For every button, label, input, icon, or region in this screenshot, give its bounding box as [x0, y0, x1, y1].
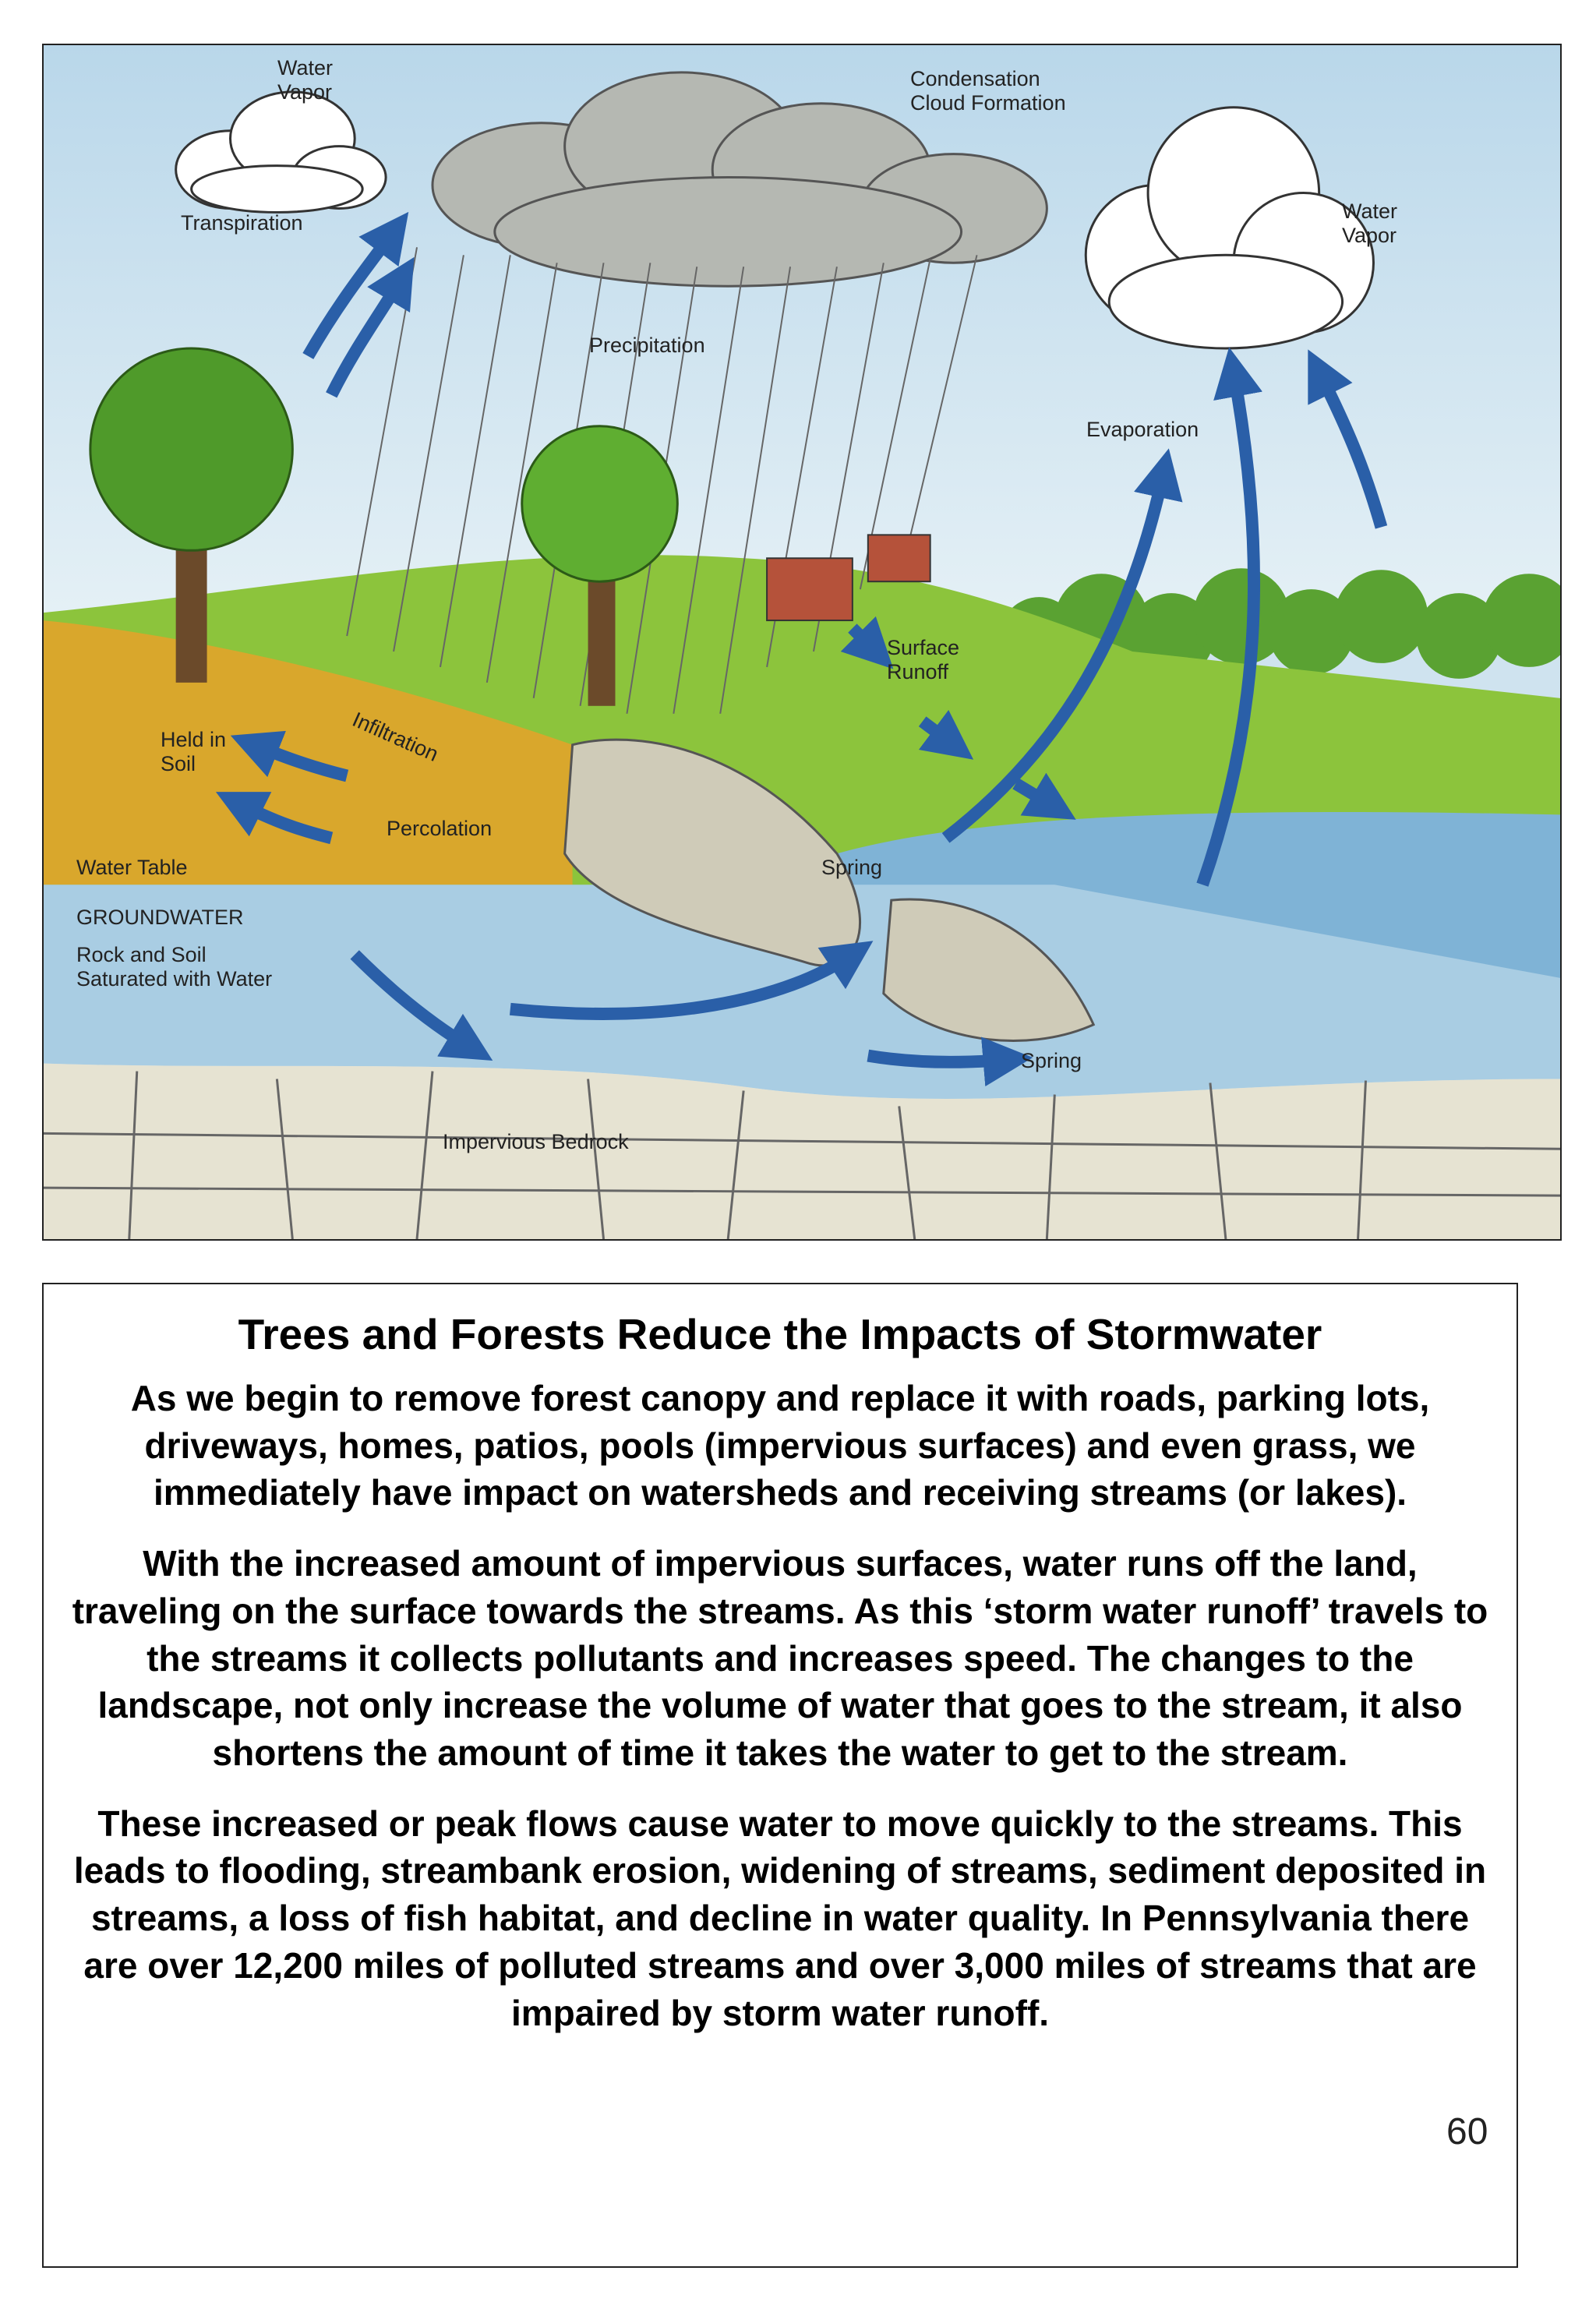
label-spring-lower: Spring [1021, 1049, 1082, 1072]
label-rock-and-soil: Rock and Soil Saturated with Water [76, 943, 273, 991]
article-paragraph-3: These increased or peak flows cause water to move quickly to the streams. This leads to flooding, streambank erosion, widening of streams, sediment deposited in streams, a loss of fish habitat, and decline in water quality. In Pennsylvania there are over 12,200 miles of polluted streams and over 3,000 miles of streams that are impaired by storm water runoff. [73, 1803, 1487, 2033]
label-condensation: Condensation Cloud Formation [910, 67, 1066, 115]
groundwater-arrow-3 [868, 1056, 1008, 1062]
label-percolation: Percolation [387, 817, 493, 840]
label-spring-upper: Spring [821, 856, 883, 879]
article-paragraph-2: With the increased amount of impervious surfaces, water runs off the land, traveling on the surface towards the streams. As this ‘storm water runoff’ travels to the streams it collects pollutants and increases speed. The changes to the landscape, not only increase the volume of water that goes to the stream, it also shortens the amount of time it takes the water to get to the stream. [72, 1543, 1488, 1774]
label-impervious-bedrock: Impervious Bedrock [443, 1130, 629, 1153]
page-number: 60 [1446, 2111, 1488, 2152]
label-groundwater: GROUNDWATER [76, 906, 244, 929]
article-box [42, 1283, 1518, 2268]
label-water-vapor-left: Water Vapor [277, 56, 334, 104]
label-precipitation: Precipitation [589, 334, 705, 357]
label-evaporation: Evaporation [1086, 418, 1199, 441]
label-water-vapor-right: Water Vapor [1342, 200, 1398, 248]
label-transpiration: Transpiration [181, 211, 303, 235]
label-water-table: Water Table [76, 856, 188, 879]
water-cycle-diagram [42, 44, 1562, 1241]
label-infiltration: Infiltration [348, 708, 442, 767]
article-title: Trees and Forests Reduce the Impacts of Stormwater [238, 1310, 1322, 1358]
label-held-in-soil: Held in Soil [161, 728, 227, 776]
label-surface-runoff: Surface Runoff [887, 636, 960, 684]
article-paragraph-1: As we begin to remove forest canopy and replace it with roads, parking lots, driveways, homes, patios, pools (impervious surfaces) and even grass, we immediately have impact on watersheds and receiving streams (or lakes). [130, 1378, 1430, 1513]
